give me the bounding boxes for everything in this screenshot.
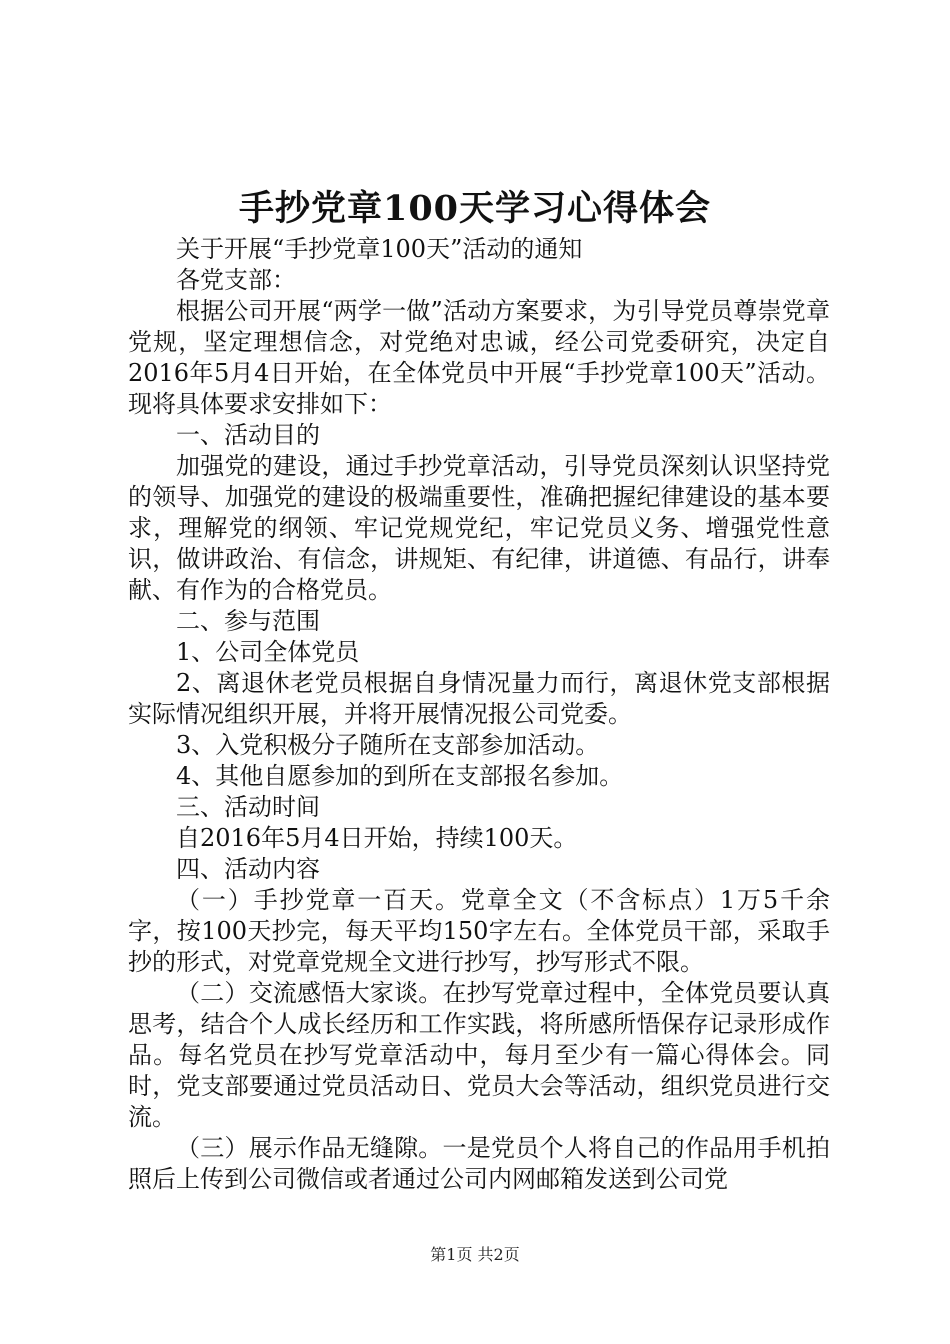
paragraph: 关于开展“手抄党章100天”活动的通知 [176,235,583,263]
list-item: 4、其他自愿参加的到所在支部报名参加。 [176,762,624,790]
section-heading: 四、活动内容 [176,855,320,883]
list-item: 1、公司全体党员 [176,638,360,666]
paragraph: 自2016年5月4日开始，持续100天。 [176,824,578,852]
paragraph: （一）手抄党章一百天。党章全文（不含标点）1万5千余字，按100天抄完，每天平均150字左右。全体党员干部，采取手抄的形式，对党章党规全文进行抄写，抄写形式不限。 [128,886,830,976]
section-heading: 一、活动目的 [176,421,320,449]
list-item: 2、离退休老党员根据自身情况量力而行，离退休党支部根据实际情况组织开展，并将开展情况报公司党委。 [128,669,830,728]
document-body [128,234,830,1195]
list-item: 3、入党积极分子随所在支部参加活动。 [176,731,600,759]
paragraph: 根据公司开展“两学一做”活动方案要求，为引导党员尊崇党章党规，坚定理想信念，对党绝对忠诚，经公司党委研究，决定自2016年5月4日开始，在全体党员中开展“手抄党章100天”活动。现将具体要求安排如下： [128,297,830,418]
paragraph: （三）展示作品无缝隙。一是党员个人将自己的作品用手机拍照后上传到公司微信或者通过公司内网邮箱发送到公司党 [128,1134,830,1193]
page-footer: 第1页 共2页 [430,1245,520,1264]
paragraph: 加强党的建设，通过手抄党章活动，引导党员深刻认识坚持党的领导、加强党的建设的极端重要性，准确把握纪律建设的基本要求，理解党的纲领、牢记党规党纪，牢记党员义务、增强党性意识，做讲政治、有信念，讲规矩、有纪律，讲道德、有品行，讲奉献、有作为的合格党员。 [128,452,830,604]
section-heading: 三、活动时间 [176,793,320,821]
paragraph: （二）交流感悟大家谈。在抄写党章过程中，全体党员要认真思考，结合个人成长经历和工作实践，将所感所悟保存记录形成作品。每名党员在抄写党章活动中，每月至少有一篇心得体会。同时，党支部要通过党员活动日、党员大会等活动，组织党员进行交流。 [128,979,830,1131]
section-heading: 二、参与范围 [176,607,320,635]
paragraph: 各党支部： [176,266,296,294]
document-title: 手抄党章100天学习心得体会 [238,188,712,229]
